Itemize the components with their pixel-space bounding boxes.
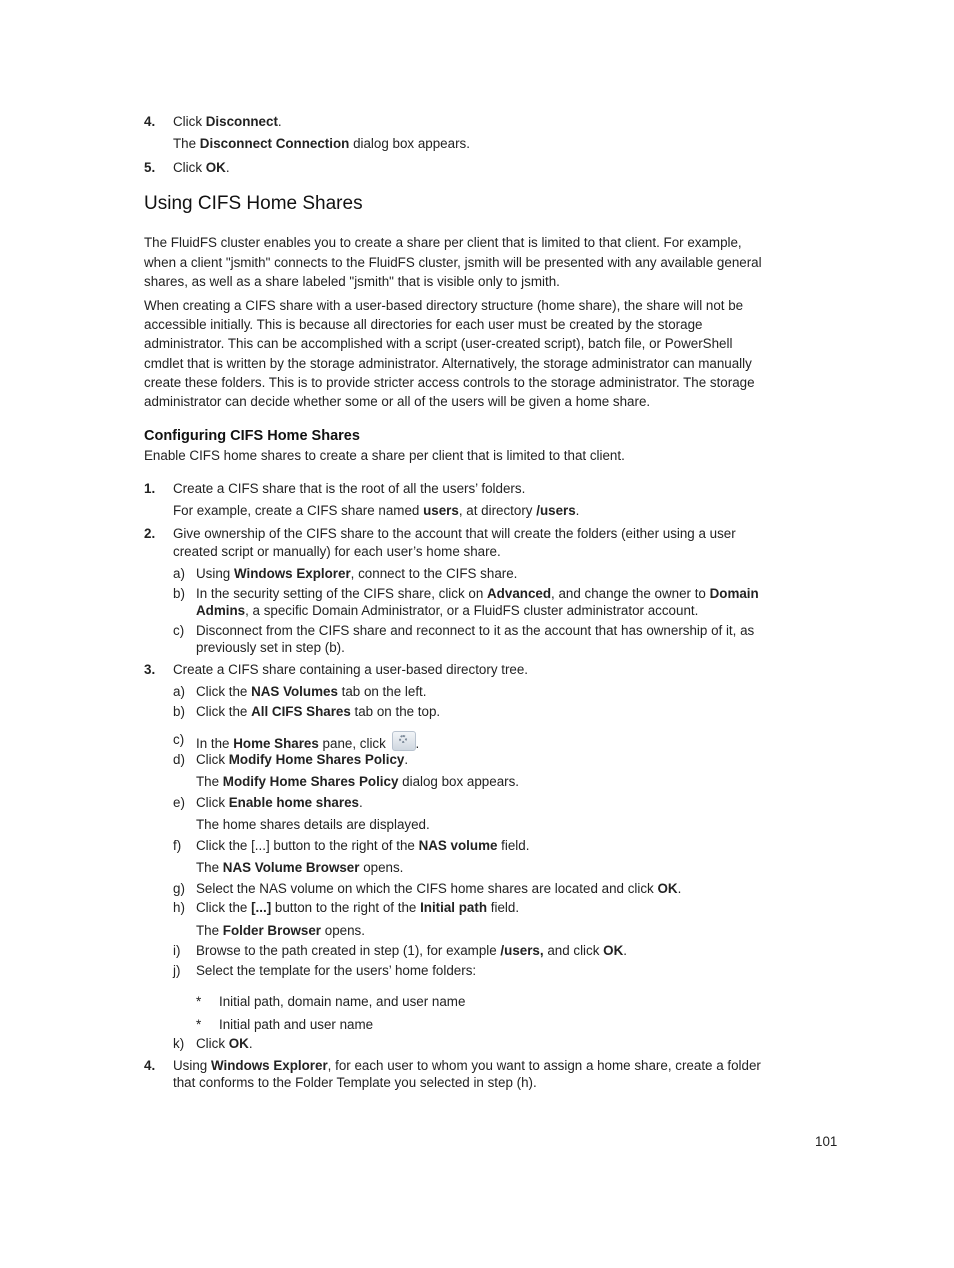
substep-text: Click the NAS Volumes tab on the left. — [196, 684, 427, 699]
substep-letter: b) — [173, 704, 185, 719]
step-number: 1. — [144, 481, 156, 496]
substep-text: Using Windows Explorer, connect to the CIFS share. — [196, 566, 518, 581]
bullet-marker: * — [196, 994, 202, 1009]
substep-note: The Modify Home Shares Policy dialog box appears. — [196, 774, 520, 789]
substep-text: previously set in step (b). — [196, 640, 345, 655]
step-text: Give ownership of the CIFS share to the account that will create the folders (either using a user — [173, 526, 736, 541]
substep-note: The NAS Volume Browser opens. — [196, 860, 404, 875]
substep-text: Select the NAS volume on which the CIFS home shares are located and click OK. — [196, 881, 682, 896]
substep-text: Disconnect from the CIFS share and reconnect to it as the account that has ownership of it, as — [196, 623, 755, 638]
paragraph-line: cmdlet that is written by the storage administrator. Alternatively, the storage administrator can manually — [144, 356, 752, 371]
step-number: 4. — [144, 1058, 156, 1073]
step-number: 4. — [144, 114, 156, 129]
substep-text: Click Enable home shares. — [196, 795, 363, 810]
substep-text: Admins, a specific Domain Administrator, or a FluidFS cluster administrator account. — [196, 603, 699, 618]
step-number: 2. — [144, 526, 156, 541]
substep-letter: f) — [173, 838, 182, 853]
substep-letter: c) — [173, 623, 185, 638]
substep-note: The Folder Browser opens. — [196, 923, 365, 938]
step-text: that conforms to the Folder Template you selected in step (h). — [173, 1075, 537, 1090]
paragraph-line: accessible initially. This is because all directories for each user must be created by the storage — [144, 317, 703, 332]
substep-text: In the security setting of the CIFS share, click on Advanced, and change the owner to Domain — [196, 586, 759, 601]
paragraph-line: The FluidFS cluster enables you to create a share per client that is limited to that client. For example, — [144, 235, 742, 250]
step-text: Create a CIFS share that is the root of all the users’ folders. — [173, 481, 526, 496]
step-note: For example, create a CIFS share named users, at directory /users. — [173, 503, 580, 518]
paragraph-line: administrator. This can be accomplished with a script (user-created script), batch file, or PowerShell — [144, 336, 733, 351]
step-text: Create a CIFS share containing a user-based directory tree. — [173, 662, 529, 677]
substep-text: Click the All CIFS Shares tab on the top. — [196, 704, 441, 719]
paragraph-line: when a client "jsmith" connects to the FluidFS cluster, jsmith will be presented with any available general — [144, 255, 762, 270]
substep-text: Click the [...] button to the right of the Initial path field. — [196, 900, 520, 915]
step-text: created script or manually) for each user’s home share. — [173, 544, 501, 559]
substep-letter: e) — [173, 795, 185, 810]
substep-text: Select the template for the users’ home folders: — [196, 963, 477, 978]
substep-text: Click Modify Home Shares Policy. — [196, 752, 409, 767]
paragraph-line: When creating a CIFS share with a user-based directory structure (home share), the share will not be — [144, 298, 744, 313]
paragraph-line: administrator can decide whether some or all of the users will be given a home share. — [144, 394, 651, 409]
substep-text: Click the [...] button to the right of the NAS volume field. — [196, 838, 530, 853]
step-note: The Disconnect Connection dialog box appears. — [173, 136, 470, 151]
paragraph-line: create these folders. This is to provide stricter access controls to the storage administrator. The storage — [144, 375, 755, 390]
step-number: 5. — [144, 160, 156, 175]
substep-letter: d) — [173, 752, 185, 767]
step-text: Click Disconnect. — [173, 114, 282, 129]
step-number: 3. — [144, 662, 156, 677]
substep-letter: k) — [173, 1036, 185, 1051]
substep-letter: b) — [173, 586, 185, 601]
step-text: Using Windows Explorer, for each user to whom you want to assign a home share, create a folder — [173, 1058, 761, 1073]
substep-note: The home shares details are displayed. — [196, 817, 430, 832]
substep-text: Browse to the path created in step (1), for example /users, and click OK. — [196, 943, 627, 958]
substep-letter: a) — [173, 684, 185, 699]
bullet-marker: * — [196, 1017, 202, 1032]
page-number: 101 — [815, 1134, 838, 1149]
section-title: Using CIFS Home Shares — [144, 193, 363, 214]
step-text: Click OK. — [173, 160, 230, 175]
substep-letter: i) — [173, 943, 181, 958]
substep-letter: a) — [173, 566, 185, 581]
substep-letter: j) — [173, 963, 181, 978]
substep-letter: g) — [173, 881, 185, 896]
paragraph-line: shares, as well as a share labeled "jsmith" that is visible only to jsmith. — [144, 274, 560, 289]
substep-letter: c) — [173, 732, 185, 747]
gear-icon — [392, 731, 416, 751]
substep-text: In the Home Shares pane, click . — [196, 731, 419, 753]
substep-letter: h) — [173, 900, 185, 915]
subsection-intro: Enable CIFS home shares to create a share per client that is limited to that client. — [144, 448, 625, 463]
substep-text: Click OK. — [196, 1036, 253, 1051]
list-item: Initial path, domain name, and user name — [219, 994, 466, 1009]
list-item: Initial path and user name — [219, 1017, 374, 1032]
subsection-title: Configuring CIFS Home Shares — [144, 428, 360, 444]
